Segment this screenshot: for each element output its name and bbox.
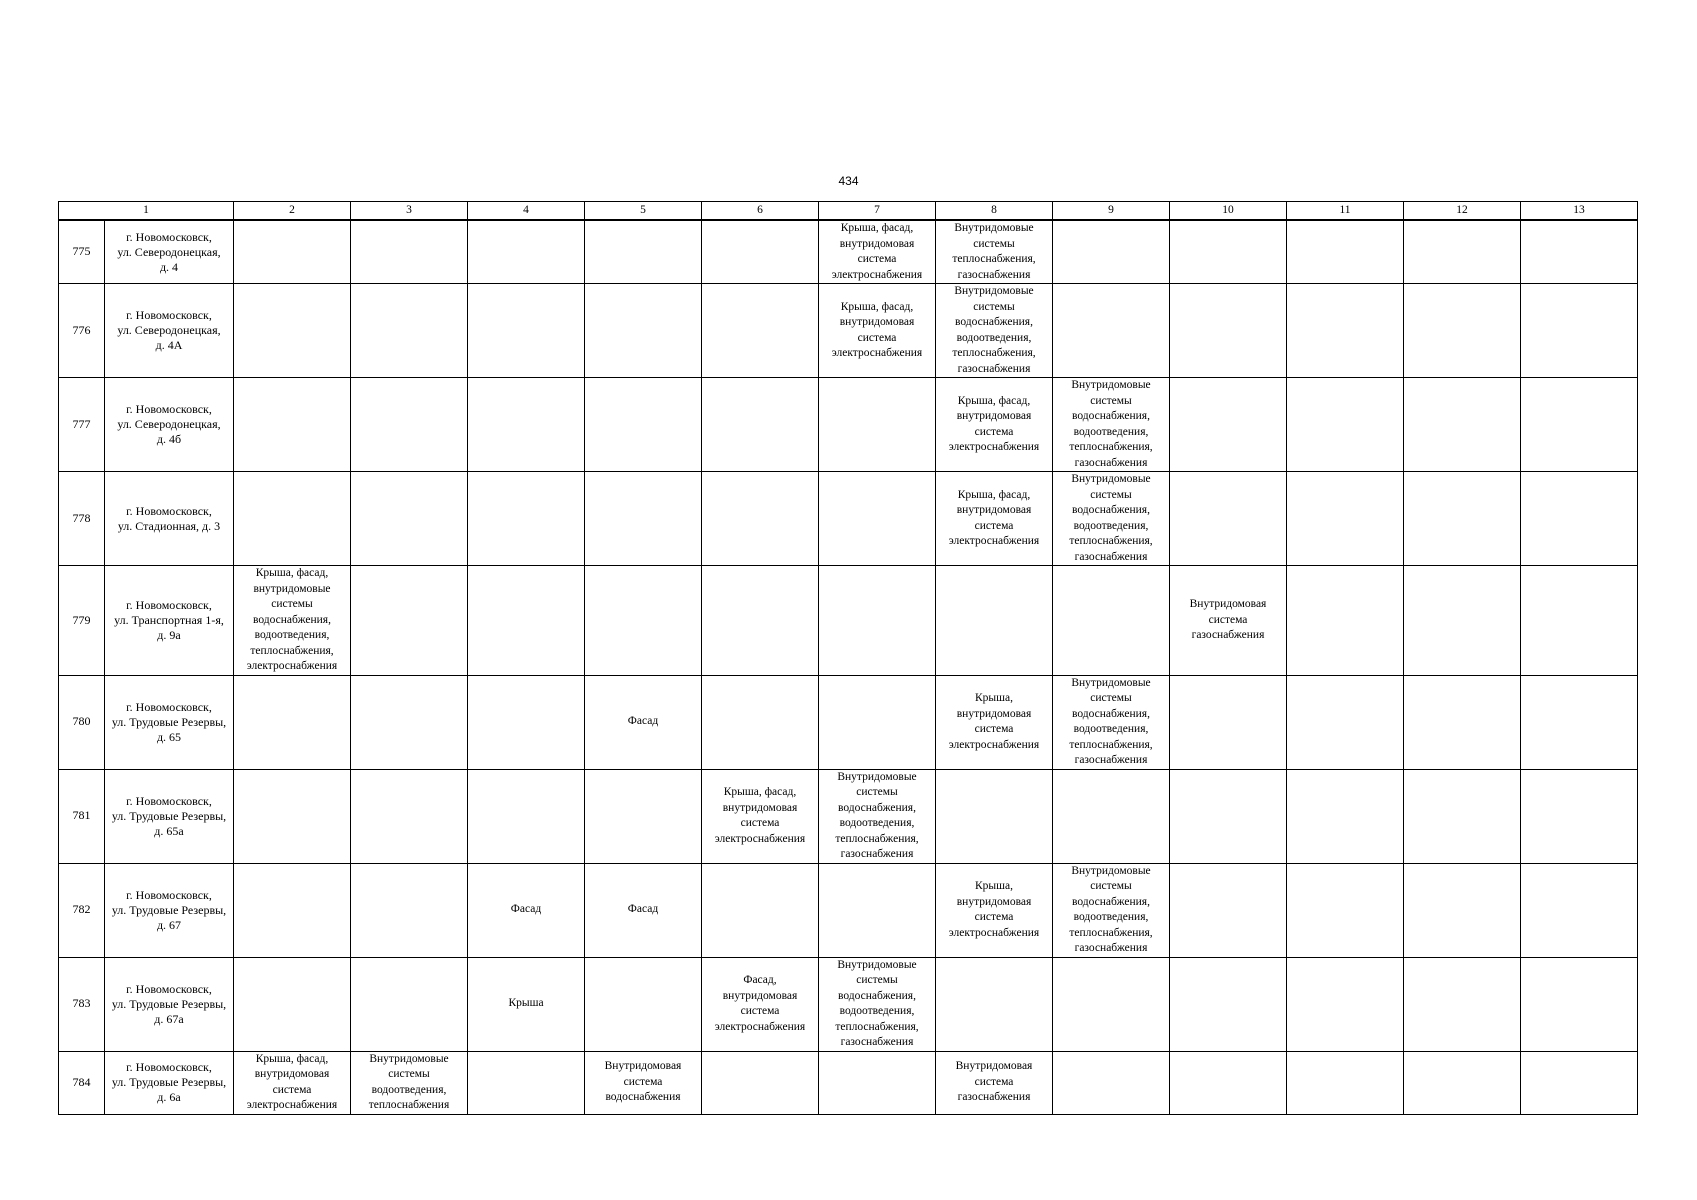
table-row — [59, 566, 1638, 676]
work-cell — [1404, 1051, 1521, 1114]
work-cell — [1404, 566, 1521, 676]
work-cell — [468, 378, 585, 472]
work-cell: Фасад — [468, 863, 585, 957]
address-cell: г. Новомосковск, ул. Трудовые Резервы, д. 6а — [105, 1051, 234, 1114]
work-cell: Внутридомовые системы водоснабжения, водоотведения, теплоснабжения, газоснабжения — [1053, 675, 1170, 769]
work-cell — [351, 769, 468, 863]
work-cell — [702, 863, 819, 957]
work-cell: Внутридомовые системы теплоснабжения, газоснабжения — [936, 220, 1053, 284]
work-cell — [702, 220, 819, 284]
work-cell — [1053, 566, 1170, 676]
work-cell — [234, 863, 351, 957]
work-cell — [585, 957, 702, 1051]
work-cell — [702, 472, 819, 566]
work-cell: Внутридомовые системы водоснабжения, водоотведения, теплоснабжения, газоснабжения — [1053, 863, 1170, 957]
work-cell: Внутридомовые системы водоснабжения, водоотведения, теплоснабжения, газоснабжения — [936, 284, 1053, 378]
column-header: 1 — [59, 202, 234, 221]
work-cell — [468, 675, 585, 769]
address-cell: г. Новомосковск, ул. Трудовые Резервы, д. 67а — [105, 957, 234, 1051]
work-cell — [1170, 957, 1287, 1051]
work-cell — [234, 220, 351, 284]
work-cell — [936, 957, 1053, 1051]
work-cell — [1521, 378, 1638, 472]
work-cell: Крыша, фасад, внутридомовая система электроснабжения — [936, 472, 1053, 566]
work-cell — [585, 220, 702, 284]
work-cell: Крыша — [468, 957, 585, 1051]
row-number: 779 — [59, 566, 105, 676]
address-cell: г. Новомосковск, ул. Трудовые Резервы, д. 65 — [105, 675, 234, 769]
work-cell: Крыша, фасад, внутридомовая система электроснабжения — [234, 1051, 351, 1114]
work-cell — [1287, 1051, 1404, 1114]
table-row — [59, 957, 1638, 1051]
work-cell — [702, 1051, 819, 1114]
work-cell — [351, 957, 468, 1051]
column-header: 8 — [936, 202, 1053, 221]
work-cell — [234, 769, 351, 863]
work-cell — [1287, 472, 1404, 566]
work-cell: Внутридомовая система водоснабжения — [585, 1051, 702, 1114]
work-cell — [1521, 863, 1638, 957]
work-cell — [1521, 957, 1638, 1051]
work-cell — [1521, 675, 1638, 769]
table-row — [59, 675, 1638, 769]
work-cell — [1287, 284, 1404, 378]
work-cell: Внутридомовые системы водоотведения, теплоснабжения — [351, 1051, 468, 1114]
column-header: 12 — [1404, 202, 1521, 221]
table-row — [59, 769, 1638, 863]
address-cell: г. Новомосковск, ул. Трудовые Резервы, д. 67 — [105, 863, 234, 957]
column-header: 5 — [585, 202, 702, 221]
work-cell — [1170, 220, 1287, 284]
work-cell — [1404, 769, 1521, 863]
work-cell — [1170, 863, 1287, 957]
work-cell — [468, 220, 585, 284]
work-cell — [1287, 566, 1404, 676]
work-cell — [234, 284, 351, 378]
work-cell — [1404, 472, 1521, 566]
work-cell — [1404, 220, 1521, 284]
work-cell — [585, 378, 702, 472]
work-cell — [1404, 863, 1521, 957]
work-cell — [702, 566, 819, 676]
column-header: 6 — [702, 202, 819, 221]
work-cell — [1521, 220, 1638, 284]
work-cell — [819, 472, 936, 566]
work-cell — [936, 769, 1053, 863]
work-cell — [351, 220, 468, 284]
work-cell — [702, 284, 819, 378]
work-cell — [1521, 1051, 1638, 1114]
work-cell — [1287, 863, 1404, 957]
work-cell: Внутридомовые системы водоснабжения, водоотведения, теплоснабжения, газоснабжения — [1053, 472, 1170, 566]
work-cell — [351, 675, 468, 769]
work-cell — [1521, 566, 1638, 676]
work-cell — [1404, 378, 1521, 472]
work-cell — [1287, 220, 1404, 284]
table-row — [59, 284, 1638, 378]
work-cell — [585, 472, 702, 566]
work-cell — [351, 378, 468, 472]
work-cell — [1053, 284, 1170, 378]
row-number: 778 — [59, 472, 105, 566]
work-cell — [936, 566, 1053, 676]
work-cell: Внутридомовые системы водоснабжения, водоотведения, теплоснабжения, газоснабжения — [819, 957, 936, 1051]
work-cell — [351, 863, 468, 957]
work-cell — [819, 1051, 936, 1114]
row-number: 784 — [59, 1051, 105, 1114]
work-cell — [1170, 472, 1287, 566]
work-cell — [234, 675, 351, 769]
address-cell: г. Новомосковск, ул. Северодонецкая, д. 4 — [105, 220, 234, 284]
row-number: 777 — [59, 378, 105, 472]
work-cell — [1521, 769, 1638, 863]
work-cell: Внутридомовые системы водоснабжения, водоотведения, теплоснабжения, газоснабжения — [1053, 378, 1170, 472]
work-cell: Крыша, фасад, внутридомовые системы водоснабжения, водоотведения, теплоснабжения, электроснабжения — [234, 566, 351, 676]
work-cell — [1170, 675, 1287, 769]
work-cell — [234, 378, 351, 472]
address-cell: г. Новомосковск, ул. Стадионная, д. 3 — [105, 472, 234, 566]
work-cell — [351, 284, 468, 378]
row-number: 776 — [59, 284, 105, 378]
work-cell: Фасад, внутридомовая система электроснабжения — [702, 957, 819, 1051]
work-cell — [468, 769, 585, 863]
table-row — [59, 1051, 1638, 1114]
row-number: 783 — [59, 957, 105, 1051]
work-cell — [1287, 378, 1404, 472]
work-cell — [702, 378, 819, 472]
work-cell — [819, 378, 936, 472]
work-cell — [468, 1051, 585, 1114]
row-number: 780 — [59, 675, 105, 769]
table-row — [59, 378, 1638, 472]
work-cell: Крыша, фасад, внутридомовая система электроснабжения — [819, 220, 936, 284]
work-cell — [1404, 284, 1521, 378]
work-cell: Крыша, внутридомовая система электроснабжения — [936, 863, 1053, 957]
address-cell: г. Новомосковск, ул. Северодонецкая, д. 4А — [105, 284, 234, 378]
work-cell — [1521, 472, 1638, 566]
work-cell — [1170, 769, 1287, 863]
row-number: 775 — [59, 220, 105, 284]
column-header: 10 — [1170, 202, 1287, 221]
work-cell: Фасад — [585, 863, 702, 957]
table-row — [59, 863, 1638, 957]
column-header: 7 — [819, 202, 936, 221]
work-cell — [1404, 957, 1521, 1051]
work-cell — [1053, 1051, 1170, 1114]
work-cell: Крыша, фасад, внутридомовая система электроснабжения — [936, 378, 1053, 472]
work-cell — [1053, 957, 1170, 1051]
work-cell: Фасад — [585, 675, 702, 769]
work-cell — [1404, 675, 1521, 769]
repair-schedule-table — [58, 201, 1638, 1115]
address-cell: г. Новомосковск, ул. Трудовые Резервы, д. 65а — [105, 769, 234, 863]
column-header: 9 — [1053, 202, 1170, 221]
work-cell — [1170, 378, 1287, 472]
work-cell — [819, 566, 936, 676]
work-cell: Внутридомовые системы водоснабжения, водоотведения, теплоснабжения, газоснабжения — [819, 769, 936, 863]
column-header: 13 — [1521, 202, 1638, 221]
work-cell — [585, 566, 702, 676]
work-cell — [1287, 957, 1404, 1051]
work-cell — [234, 472, 351, 566]
work-cell — [351, 566, 468, 676]
header-row — [59, 202, 1638, 221]
work-cell — [468, 566, 585, 676]
work-cell — [1287, 675, 1404, 769]
column-header: 2 — [234, 202, 351, 221]
work-cell — [819, 863, 936, 957]
work-cell — [1521, 284, 1638, 378]
row-number: 782 — [59, 863, 105, 957]
work-cell — [1053, 769, 1170, 863]
address-cell: г. Новомосковск, ул. Транспортная 1-я, д. 9а — [105, 566, 234, 676]
work-cell — [585, 284, 702, 378]
work-cell: Крыша, внутридомовая система электроснабжения — [936, 675, 1053, 769]
work-cell — [702, 675, 819, 769]
address-cell: г. Новомосковск, ул. Северодонецкая, д. 4б — [105, 378, 234, 472]
row-number: 781 — [59, 769, 105, 863]
table-row — [59, 220, 1638, 284]
work-cell: Внутридомовая система газоснабжения — [936, 1051, 1053, 1114]
work-cell — [585, 769, 702, 863]
work-cell — [819, 675, 936, 769]
work-cell — [1170, 1051, 1287, 1114]
work-cell — [468, 284, 585, 378]
work-cell: Крыша, фасад, внутридомовая система электроснабжения — [819, 284, 936, 378]
work-cell: Внутридомовая система газоснабжения — [1170, 566, 1287, 676]
work-cell — [1053, 220, 1170, 284]
work-cell — [351, 472, 468, 566]
work-cell — [1170, 284, 1287, 378]
table-row — [59, 472, 1638, 566]
work-cell — [1287, 769, 1404, 863]
column-header: 4 — [468, 202, 585, 221]
work-cell — [234, 957, 351, 1051]
work-cell: Крыша, фасад, внутридомовая система электроснабжения — [702, 769, 819, 863]
work-cell — [468, 472, 585, 566]
page-number: 434 — [838, 174, 859, 188]
column-header: 11 — [1287, 202, 1404, 221]
column-header: 3 — [351, 202, 468, 221]
